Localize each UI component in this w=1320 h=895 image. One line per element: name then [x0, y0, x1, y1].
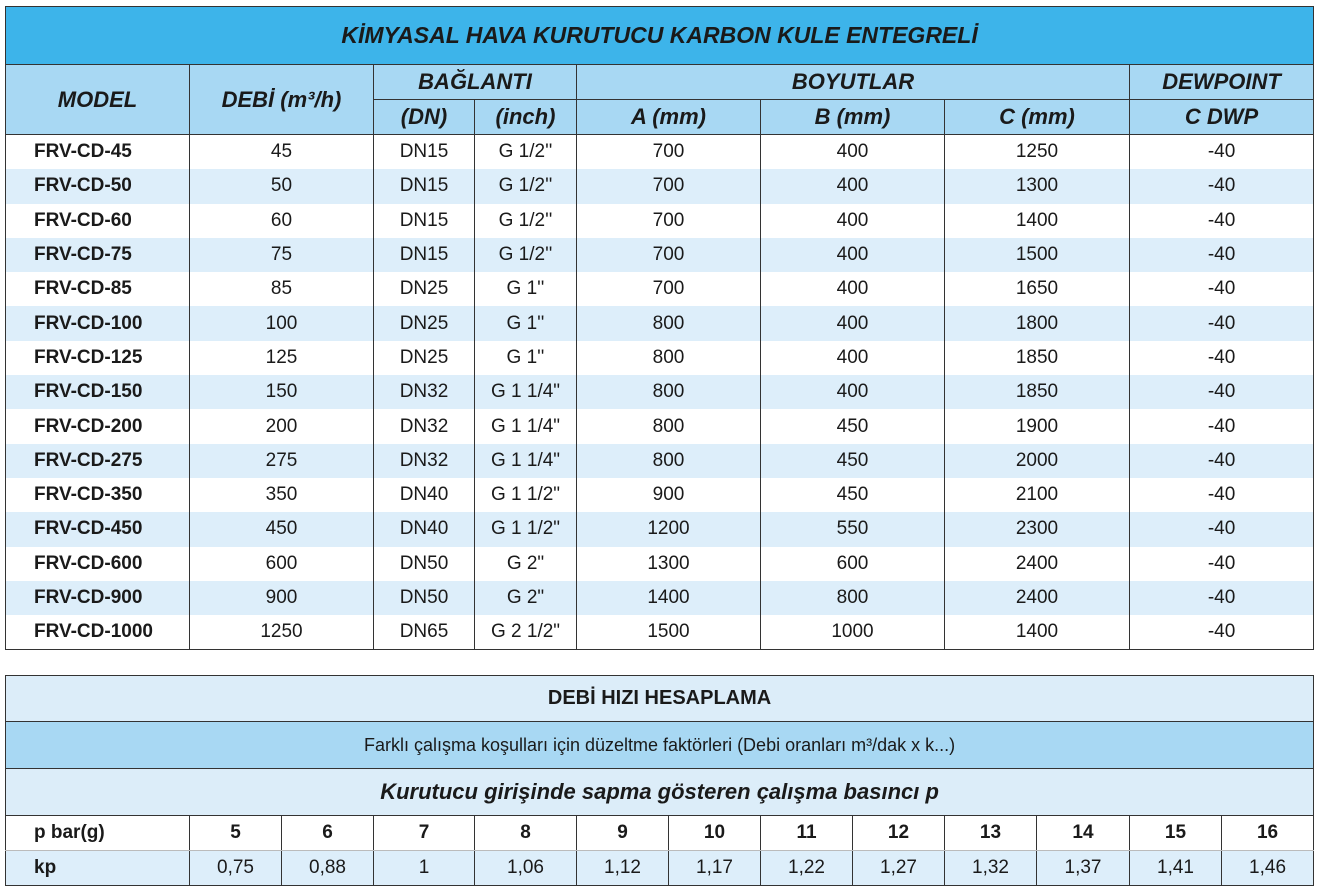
cell-debi: 125 — [190, 341, 374, 375]
cell-c: 1400 — [945, 615, 1130, 650]
cell-b: 400 — [761, 204, 945, 238]
cell-dn: DN40 — [374, 512, 475, 546]
cell-dn: DN65 — [374, 615, 475, 650]
cell-b: 1000 — [761, 615, 945, 650]
p-value-cell: 7 — [374, 816, 475, 851]
cell-dwp: -40 — [1130, 135, 1314, 170]
cell-b: 400 — [761, 169, 945, 203]
table-row — [6, 478, 1314, 512]
table-row — [6, 512, 1314, 546]
cell-debi: 85 — [190, 272, 374, 306]
cell-inch: G 1 1/4" — [475, 444, 577, 478]
cell-c: 1850 — [945, 375, 1130, 409]
cell-b: 400 — [761, 135, 945, 170]
cell-b: 550 — [761, 512, 945, 546]
cell-c: 1900 — [945, 409, 1130, 443]
p-value-cell: 8 — [475, 816, 577, 851]
cell-c: 1850 — [945, 341, 1130, 375]
header-model: MODEL — [6, 65, 190, 135]
cell-debi: 900 — [190, 581, 374, 615]
cell-b: 400 — [761, 341, 945, 375]
kp-value-cell: 1,22 — [761, 851, 853, 886]
header-c: C (mm) — [945, 100, 1130, 135]
cell-debi: 350 — [190, 478, 374, 512]
cell-inch: G 2" — [475, 547, 577, 581]
cell-dwp: -40 — [1130, 615, 1314, 650]
table-title: KİMYASAL HAVA KURUTUCU KARBON KULE ENTEGRELİ — [6, 7, 1314, 65]
cell-c: 1300 — [945, 169, 1130, 203]
cell-inch: G 1'' — [475, 272, 577, 306]
cell-dn: DN15 — [374, 238, 475, 272]
cell-dwp: -40 — [1130, 204, 1314, 238]
kp-value-cell: 1,17 — [669, 851, 761, 886]
cell-a: 1200 — [577, 512, 761, 546]
table-row — [6, 306, 1314, 340]
cell-a: 700 — [577, 272, 761, 306]
table-row — [6, 204, 1314, 238]
table-row — [6, 444, 1314, 478]
p-value-cell: 15 — [1130, 816, 1222, 851]
cell-inch: G 1/2'' — [475, 135, 577, 170]
kp-value-cell: 1,06 — [475, 851, 577, 886]
cell-model: FRV-CD-125 — [6, 341, 190, 375]
cell-c: 2100 — [945, 478, 1130, 512]
cell-debi: 275 — [190, 444, 374, 478]
cell-c: 2300 — [945, 512, 1130, 546]
cell-a: 1300 — [577, 547, 761, 581]
cell-model: FRV-CD-200 — [6, 409, 190, 443]
cell-model: FRV-CD-450 — [6, 512, 190, 546]
cell-b: 450 — [761, 478, 945, 512]
cell-debi: 150 — [190, 375, 374, 409]
cell-dwp: -40 — [1130, 169, 1314, 203]
table-row — [6, 341, 1314, 375]
table-row — [6, 409, 1314, 443]
cell-b: 450 — [761, 444, 945, 478]
cell-inch: G 1 1/2" — [475, 512, 577, 546]
cell-dn: DN32 — [374, 409, 475, 443]
calc-title: DEBİ HIZI HESAPLAMA — [6, 676, 1314, 722]
header-debi: DEBİ (m³/h) — [190, 65, 374, 135]
table-row — [6, 238, 1314, 272]
cell-a: 700 — [577, 169, 761, 203]
cell-dn: DN25 — [374, 341, 475, 375]
cell-dwp: -40 — [1130, 581, 1314, 615]
cell-c: 2400 — [945, 547, 1130, 581]
cell-a: 800 — [577, 444, 761, 478]
header-b: B (mm) — [761, 100, 945, 135]
cell-debi: 60 — [190, 204, 374, 238]
header-dn: (DN) — [374, 100, 475, 135]
cell-b: 400 — [761, 238, 945, 272]
p-value-cell: 6 — [282, 816, 374, 851]
cell-model: FRV-CD-75 — [6, 238, 190, 272]
kp-value-cell: 1,46 — [1222, 851, 1314, 886]
cell-model: FRV-CD-100 — [6, 306, 190, 340]
cell-dwp: -40 — [1130, 306, 1314, 340]
cell-dwp: -40 — [1130, 341, 1314, 375]
cell-debi: 1250 — [190, 615, 374, 650]
cell-debi: 200 — [190, 409, 374, 443]
cell-dn: DN50 — [374, 547, 475, 581]
kp-value-cell: 1,12 — [577, 851, 669, 886]
cell-debi: 100 — [190, 306, 374, 340]
p-value-cell: 11 — [761, 816, 853, 851]
cell-dn: DN15 — [374, 204, 475, 238]
dryer-spec-table — [5, 6, 1314, 650]
cell-c: 1650 — [945, 272, 1130, 306]
table-row — [6, 169, 1314, 203]
cell-a: 800 — [577, 341, 761, 375]
cell-a: 1500 — [577, 615, 761, 650]
kp-value-cell: 1,41 — [1130, 851, 1222, 886]
cell-b: 400 — [761, 375, 945, 409]
cell-dwp: -40 — [1130, 512, 1314, 546]
cell-debi: 50 — [190, 169, 374, 203]
p-value-cell: 10 — [669, 816, 761, 851]
cell-a: 700 — [577, 238, 761, 272]
cell-c: 1800 — [945, 306, 1130, 340]
cell-inch: G 1 1/4" — [475, 375, 577, 409]
cell-model: FRV-CD-1000 — [6, 615, 190, 650]
cell-model: FRV-CD-275 — [6, 444, 190, 478]
p-value-cell: 14 — [1037, 816, 1130, 851]
cell-a: 800 — [577, 375, 761, 409]
header-dewpoint: DEWPOINT — [1130, 65, 1314, 100]
cell-inch: G 2 1/2" — [475, 615, 577, 650]
kp-value-cell: 1,32 — [945, 851, 1037, 886]
flow-rate-calc-table — [5, 675, 1314, 886]
p-value-cell: 12 — [853, 816, 945, 851]
cell-c: 2400 — [945, 581, 1130, 615]
kp-value-cell: 1,37 — [1037, 851, 1130, 886]
cell-model: FRV-CD-45 — [6, 135, 190, 170]
cell-b: 600 — [761, 547, 945, 581]
cell-inch: G 1'' — [475, 341, 577, 375]
header-cdwp: C DWP — [1130, 100, 1314, 135]
cell-b: 400 — [761, 306, 945, 340]
cell-dn: DN40 — [374, 478, 475, 512]
cell-dwp: -40 — [1130, 547, 1314, 581]
cell-a: 900 — [577, 478, 761, 512]
cell-dwp: -40 — [1130, 272, 1314, 306]
cell-debi: 600 — [190, 547, 374, 581]
cell-dwp: -40 — [1130, 409, 1314, 443]
cell-c: 1500 — [945, 238, 1130, 272]
cell-dn: DN32 — [374, 375, 475, 409]
cell-inch: G 2" — [475, 581, 577, 615]
cell-c: 1400 — [945, 204, 1130, 238]
p-value-cell: 9 — [577, 816, 669, 851]
table-row — [6, 615, 1314, 650]
cell-inch: G 1/2'' — [475, 204, 577, 238]
cell-model: FRV-CD-60 — [6, 204, 190, 238]
cell-a: 800 — [577, 306, 761, 340]
cell-dwp: -40 — [1130, 478, 1314, 512]
kp-value-cell: 0,88 — [282, 851, 374, 886]
cell-c: 2000 — [945, 444, 1130, 478]
calc-subtitle: Farklı çalışma koşulları için düzeltme faktörleri (Debi oranları m³/dak x k...) — [6, 722, 1314, 769]
p-bar-label: p bar(g) — [6, 816, 190, 851]
cell-a: 1400 — [577, 581, 761, 615]
cell-a: 700 — [577, 135, 761, 170]
p-value-cell: 16 — [1222, 816, 1314, 851]
cell-inch: G 1/2'' — [475, 169, 577, 203]
table-row — [6, 547, 1314, 581]
cell-inch: G 1/2'' — [475, 238, 577, 272]
header-baglanti: BAĞLANTI — [374, 65, 577, 100]
header-inch: (inch) — [475, 100, 577, 135]
cell-a: 700 — [577, 204, 761, 238]
cell-dwp: -40 — [1130, 238, 1314, 272]
cell-model: FRV-CD-50 — [6, 169, 190, 203]
calc-caption: Kurutucu girişinde sapma gösteren çalışma basıncı p — [6, 769, 1314, 816]
cell-b: 800 — [761, 581, 945, 615]
cell-dn: DN32 — [374, 444, 475, 478]
cell-debi: 45 — [190, 135, 374, 170]
cell-dwp: -40 — [1130, 444, 1314, 478]
header-boyutlar: BOYUTLAR — [577, 65, 1130, 100]
cell-dn: DN25 — [374, 272, 475, 306]
cell-model: FRV-CD-600 — [6, 547, 190, 581]
cell-dwp: -40 — [1130, 375, 1314, 409]
cell-b: 400 — [761, 272, 945, 306]
table-row — [6, 135, 1314, 170]
cell-dn: DN50 — [374, 581, 475, 615]
cell-dn: DN15 — [374, 169, 475, 203]
kp-value-cell: 0,75 — [190, 851, 282, 886]
cell-model: FRV-CD-350 — [6, 478, 190, 512]
cell-b: 450 — [761, 409, 945, 443]
cell-model: FRV-CD-900 — [6, 581, 190, 615]
cell-inch: G 1'' — [475, 306, 577, 340]
kp-label: kp — [6, 851, 190, 886]
kp-value-cell: 1 — [374, 851, 475, 886]
cell-debi: 450 — [190, 512, 374, 546]
cell-model: FRV-CD-85 — [6, 272, 190, 306]
kp-value-cell: 1,27 — [853, 851, 945, 886]
cell-inch: G 1 1/4" — [475, 409, 577, 443]
cell-dn: DN15 — [374, 135, 475, 170]
table-row — [6, 272, 1314, 306]
cell-inch: G 1 1/2" — [475, 478, 577, 512]
cell-a: 800 — [577, 409, 761, 443]
p-value-cell: 5 — [190, 816, 282, 851]
p-value-cell: 13 — [945, 816, 1037, 851]
header-a: A (mm) — [577, 100, 761, 135]
cell-dn: DN25 — [374, 306, 475, 340]
cell-c: 1250 — [945, 135, 1130, 170]
table-row — [6, 375, 1314, 409]
table-row — [6, 581, 1314, 615]
cell-debi: 75 — [190, 238, 374, 272]
cell-model: FRV-CD-150 — [6, 375, 190, 409]
